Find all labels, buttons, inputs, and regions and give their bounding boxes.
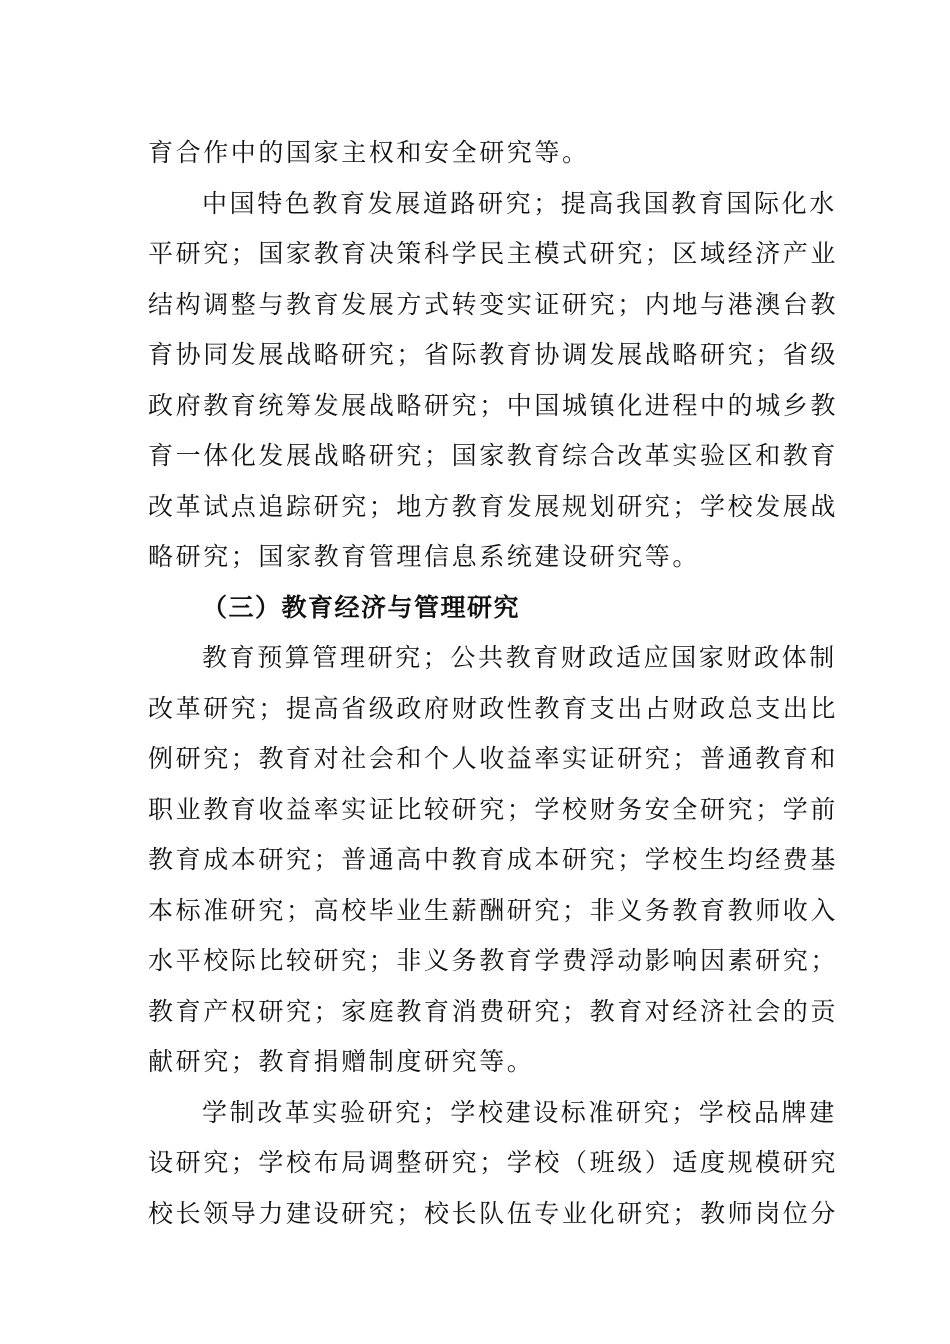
text-line: 教育预算管理研究；公共教育财政适应国家财政体制 xyxy=(202,643,837,672)
text-line: 改革试点追踪研究；地方教育发展规划研究；学校发展战 xyxy=(148,491,839,521)
text-line: 献研究；教育捐赠制度研究等。 xyxy=(148,1047,535,1076)
text-line: 水平校际比较研究；非义务教育学费浮动影响因素研究； xyxy=(148,946,839,975)
text-line: 政府教育统筹发展战略研究；中国城镇化进程中的城乡教 xyxy=(148,390,839,420)
paragraph-education-development xyxy=(148,179,839,583)
text-line: 育协同发展战略研究；省际教育协调发展战略研究；省级 xyxy=(148,340,839,369)
text-line: 育合作中的国家主权和安全研究等。 xyxy=(148,138,590,167)
paragraph-education-economics xyxy=(148,633,839,1088)
text-line: 学制改革实验研究；学校建设标准研究；学校品牌建 xyxy=(202,1097,837,1127)
text-line: 职业教育收益率实证比较研究；学校财务安全研究；学前 xyxy=(148,794,839,824)
text-line: 中国特色教育发展道路研究；提高我国教育国际化水 xyxy=(202,188,837,218)
paragraph-school-management xyxy=(148,1088,839,1240)
text-line: 育一体化发展战略研究；国家教育综合改革实验区和教育 xyxy=(148,441,839,470)
text-line: 本标准研究；高校毕业生薪酬研究；非义务教育教师收入 xyxy=(148,895,839,925)
text-line: 改革研究；提高省级政府财政性教育支出占财政总支出比 xyxy=(148,693,839,723)
text-line: 略研究；国家教育管理信息系统建设研究等。 xyxy=(148,542,701,571)
document-page xyxy=(148,128,839,1239)
text-line: 例研究；教育对社会和个人收益率实证研究；普通教育和 xyxy=(148,744,839,773)
text-line: 平研究；国家教育决策科学民主模式研究；区域经济产业 xyxy=(148,239,839,268)
text-line: 教育成本研究；普通高中教育成本研究；学校生均经费基 xyxy=(148,845,839,874)
text-line: 校长领导力建设研究；校长队伍专业化研究；教师岗位分 xyxy=(148,1198,839,1228)
paragraph-continued xyxy=(148,128,804,179)
text-line: 结构调整与教育发展方式转变实证研究；内地与港澳台教 xyxy=(148,289,839,319)
text-line: 设研究；学校布局调整研究；学校（班级）适度规模研究 xyxy=(148,1148,839,1177)
section-heading: （三）教育经济与管理研究 xyxy=(202,592,521,622)
text-line: 教育产权研究；家庭教育消费研究；教育对经济社会的贡 xyxy=(148,996,839,1026)
